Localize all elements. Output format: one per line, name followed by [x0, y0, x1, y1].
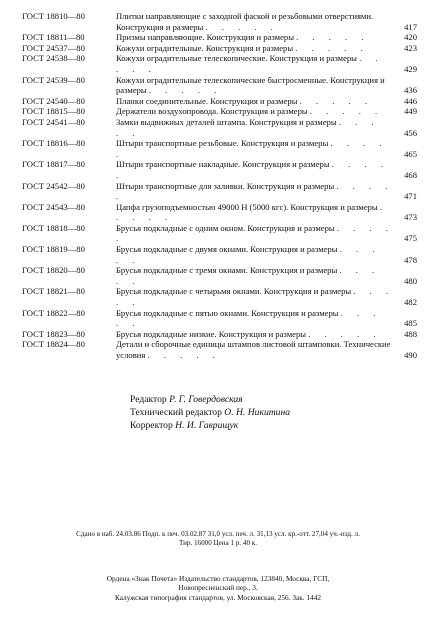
entry-title	[116, 117, 417, 138]
entry-title-text: Замки выдвижных деталей штампа. Конструкция и размеры	[116, 116, 337, 127]
page-number: 446	[404, 95, 417, 106]
page-number: 488	[404, 328, 417, 339]
editor-line: Редактор Р. Г. Говердовская	[130, 394, 243, 405]
table-of-contents	[22, 11, 417, 361]
leader-dots: . . . . .	[308, 328, 382, 339]
entry-title-text: Брусья подкладные с четырьмя окнами. Конструкция и размеры	[116, 286, 352, 297]
toc-entry	[22, 244, 417, 265]
page-number: 480	[404, 275, 417, 286]
entry-title-text: Планки соединительные. Конструкция и размеры	[116, 95, 298, 106]
toc-entry	[22, 117, 417, 138]
entry-title	[116, 181, 417, 202]
gost-code: ГОСТ 18817—80	[22, 159, 85, 170]
entry-title	[116, 308, 417, 329]
toc-entry	[22, 138, 417, 159]
toc-entry	[22, 286, 417, 307]
leader-dots: . . . . .	[205, 21, 279, 32]
gost-code: ГОСТ 24538—80	[22, 53, 85, 64]
publisher-info: Ордена «Знак Почета» Издательство стандартов, 123840, Москва, ГСП, Новопресненский пер., 3. Калужская типография стандартов, ул. Московская, 256. Зак. 1442	[106, 574, 330, 602]
entry-title	[116, 329, 417, 340]
entry-title-text: Брусья подкладные с пятью окнами. Конструкция и размеры	[116, 307, 339, 318]
entry-title	[116, 286, 417, 307]
entry-title	[116, 265, 417, 286]
toc-entry	[22, 329, 417, 340]
toc-entry	[22, 265, 417, 286]
page-number: 429	[404, 63, 417, 74]
page-number: 478	[404, 254, 417, 265]
entry-title-text: Призмы направляющие. Конструкция и размеры	[116, 32, 294, 43]
page-number: 485	[404, 318, 417, 329]
entry-title	[116, 32, 417, 43]
page-number: 456	[404, 127, 417, 138]
entry-title	[116, 339, 417, 360]
entry-title-text: Брусья подкладные с двумя окнами. Конструкция и размеры	[116, 244, 338, 255]
entry-title	[116, 244, 417, 265]
gost-code: ГОСТ 18823—80	[22, 328, 85, 339]
leader-dots: . . . . .	[116, 265, 381, 286]
leader-dots: . . . . .	[116, 244, 381, 265]
gost-code: ГОСТ 18821—80	[22, 286, 85, 297]
page-number: 417	[404, 21, 417, 32]
leader-dots: . . . . .	[116, 138, 388, 159]
leader-dots: . . . . .	[147, 350, 221, 360]
gost-code: ГОСТ 24543—80	[22, 201, 85, 212]
toc-entry	[22, 339, 417, 360]
page-number: 465	[404, 148, 417, 159]
leader-dots: . . . . .	[116, 222, 394, 244]
gost-code: ГОСТ 24540—80	[22, 95, 85, 106]
print-imprint: Сдано в наб. 24.03.86 Подп. к печ. 03.02.87 31,0 усл. печ. л. 31,13 усл. кр.-отт. 27,04 уч.-изд. л. Тир. 16000 Цена 1 р. 40 к.	[76, 530, 360, 547]
entry-title-text: Брусья подкладные с тремя окнами. Конструкция и размеры	[116, 265, 338, 276]
entry-title-text: Штыри транспортные накладные. Конструкция и размеры	[116, 159, 330, 170]
leader-dots: . . . . .	[116, 201, 389, 223]
leader-dots: . . . . .	[299, 95, 373, 106]
entry-title-text: Брусья подкладные низкие. Конструкция и размеры	[116, 328, 307, 339]
entry-title	[116, 202, 417, 223]
leader-dots: . . . . .	[116, 307, 382, 329]
entry-title-text: Детали и сборочные единицы штампов листовой штамповки. Технические условия	[116, 339, 391, 360]
toc-entry	[22, 106, 417, 117]
page-number: 490	[404, 350, 417, 360]
toc-entry	[22, 53, 417, 74]
leader-dots: . . . . .	[116, 286, 395, 308]
gost-code: ГОСТ 18811—80	[22, 32, 85, 43]
entry-title-text: Кожухи оградительные. Конструкция и размеры	[116, 42, 294, 53]
leader-dots: . . . . .	[116, 116, 380, 138]
page-number: 468	[404, 169, 417, 180]
gost-code: ГОСТ 18824—80	[22, 339, 85, 350]
toc-entry	[22, 202, 417, 223]
entry-title	[116, 75, 417, 96]
toc-entry	[22, 308, 417, 329]
toc-entry	[22, 223, 417, 244]
gost-code: ГОСТ 24537—80	[22, 42, 85, 53]
page-number: 475	[404, 233, 417, 244]
entry-title-text: Штыри транспортные резьбовые. Конструкция и размеры	[116, 138, 329, 149]
tech-editor-line: Технический редактор О. Н. Никитина	[130, 407, 291, 418]
toc-entry	[22, 96, 417, 107]
gost-code: ГОСТ 18810—80	[22, 11, 85, 21]
entry-title	[116, 138, 417, 159]
page-number: 482	[404, 297, 417, 308]
entry-title	[116, 223, 417, 244]
page-number: 420	[404, 32, 417, 43]
gost-code: ГОСТ 24539—80	[22, 74, 85, 85]
page-number: 449	[404, 106, 417, 117]
corrector-line: Корректор Н. И. Гаврищук	[130, 420, 239, 431]
leader-dots: . . . . .	[309, 106, 384, 117]
entry-title	[116, 159, 417, 180]
entry-title-text: Цапфа грузоподъемностью 49000 Н (5000 кгс). Конструкция и размеры	[116, 201, 378, 212]
leader-dots: . . . . .	[148, 85, 223, 96]
leader-dots: . . . . .	[296, 32, 370, 43]
entry-title-text: Плитки направляющие с заходной фаской и резьбовыми отверстиями. Конструкция и размеры	[116, 11, 374, 32]
leader-dots: . . . . .	[295, 42, 369, 53]
toc-entry	[22, 43, 417, 54]
entry-title	[116, 96, 417, 107]
leader-dots: . . . . .	[116, 180, 394, 202]
entry-title-text: Кожухи оградительные телескопические. Конструкция и размеры	[116, 53, 357, 64]
page-number: 473	[404, 212, 417, 223]
toc-entry	[22, 181, 417, 202]
gost-code: ГОСТ 24542—80	[22, 180, 85, 191]
entry-title	[116, 43, 417, 54]
gost-code: ГОСТ 24541—80	[22, 116, 85, 127]
gost-code: ГОСТ 18816—80	[22, 138, 85, 149]
leader-dots: . . . . .	[116, 159, 389, 180]
credits-block	[130, 393, 290, 432]
entry-title-text: Кожухи оградительные телескопические быстросменные. Конструкция и размеры	[116, 74, 385, 96]
toc-entry	[22, 159, 417, 180]
page-number: 423	[404, 42, 417, 53]
entry-title	[116, 53, 417, 74]
gost-code: ГОСТ 18815—80	[22, 106, 85, 117]
gost-code: ГОСТ 18822—80	[22, 307, 85, 318]
toc-entry	[22, 75, 417, 96]
entry-title-text: Штыри транспортные для заливки. Конструкция и размеры	[116, 180, 335, 191]
gost-code: ГОСТ 18820—80	[22, 265, 85, 276]
page-number: 436	[404, 85, 417, 96]
gost-code: ГОСТ 18818—80	[22, 222, 85, 233]
leader-dots: . . . . .	[116, 53, 384, 74]
entry-title-text: Брусья подкладные с одним окном. Конструкция и размеры	[116, 222, 335, 233]
page-number: 471	[404, 191, 417, 202]
toc-entry	[22, 32, 417, 43]
entry-title	[116, 106, 417, 117]
entry-title	[116, 11, 417, 32]
entry-title-text: Держатели воздухопровода. Конструкция и размеры	[116, 106, 308, 117]
toc-entry	[22, 11, 417, 32]
gost-code: ГОСТ 18819—80	[22, 244, 85, 255]
